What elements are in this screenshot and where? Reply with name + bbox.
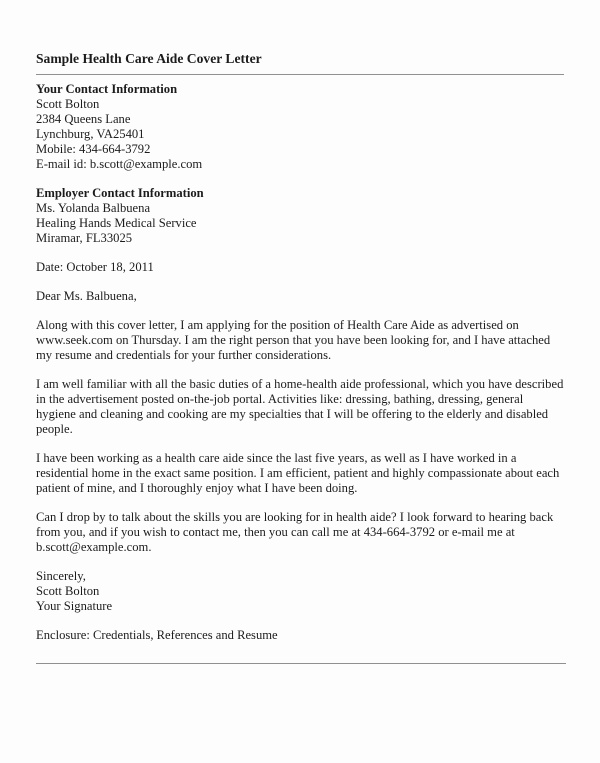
body-paragraph: I have been working as a health care aide since the last five years, as well as I have worked in a residential home in the exact same position. I am efficient, patient and highly compassionate about each patient of mine, and I thoroughly enjoy what I have been doing. [36, 451, 560, 495]
sender-name: Scott Bolton [36, 97, 100, 111]
closing-name: Scott Bolton [36, 584, 100, 598]
sender-heading: Your Contact Information [36, 82, 178, 96]
date-line: Date: October 18, 2011 [36, 260, 154, 274]
sender-street: 2384 Queens Lane [36, 112, 131, 126]
sender-mobile: Mobile: 434-664-3792 [36, 142, 151, 156]
sender-email: E-mail id: b.scott@example.com [36, 157, 203, 171]
employer-name: Ms. Yolanda Balbuena [36, 201, 151, 215]
salutation: Dear Ms. Balbuena, [36, 289, 137, 303]
body-paragraph: I am well familiar with all the basic duties of a home-health aide professional, which you have described in the advertisement posted on-the-job portal. Activities like: dressing, bathing, dressing, general hygiene and cleaning and cooking are my specialties that I will be offering to the elderly and disabled people. [36, 377, 564, 436]
employer-company: Healing Hands Medical Service [36, 216, 197, 230]
title-divider [36, 74, 564, 75]
body-paragraph: Can I drop by to talk about the skills you are looking for in health aide? I look forward to hearing back from you, and if you wish to contact me, then you can call me at 434-664-3792 or e-mail me at b.scott@example.com. [36, 510, 554, 554]
employer-heading: Employer Contact Information [36, 186, 204, 200]
enclosure-line: Enclosure: Credentials, References and Resume [36, 628, 278, 642]
body-paragraph: Along with this cover letter, I am applying for the position of Health Care Aide as advertised on www.seek.com on Thursday. I am the right person that you have been looking for, and I have attached my resume and credentials for your further considerations. [36, 318, 551, 362]
employer-contact-block [36, 186, 566, 246]
closing-block [36, 569, 566, 614]
sender-city-state: Lynchburg, VA25401 [36, 127, 145, 141]
employer-city-state: Miramar, FL33025 [36, 231, 133, 245]
page-title: Sample Health Care Aide Cover Letter [36, 51, 262, 66]
closing-signature: Your Signature [36, 599, 113, 613]
bottom-divider [36, 663, 566, 664]
closing-sincerely: Sincerely, [36, 569, 86, 583]
sender-contact-block [36, 82, 566, 172]
